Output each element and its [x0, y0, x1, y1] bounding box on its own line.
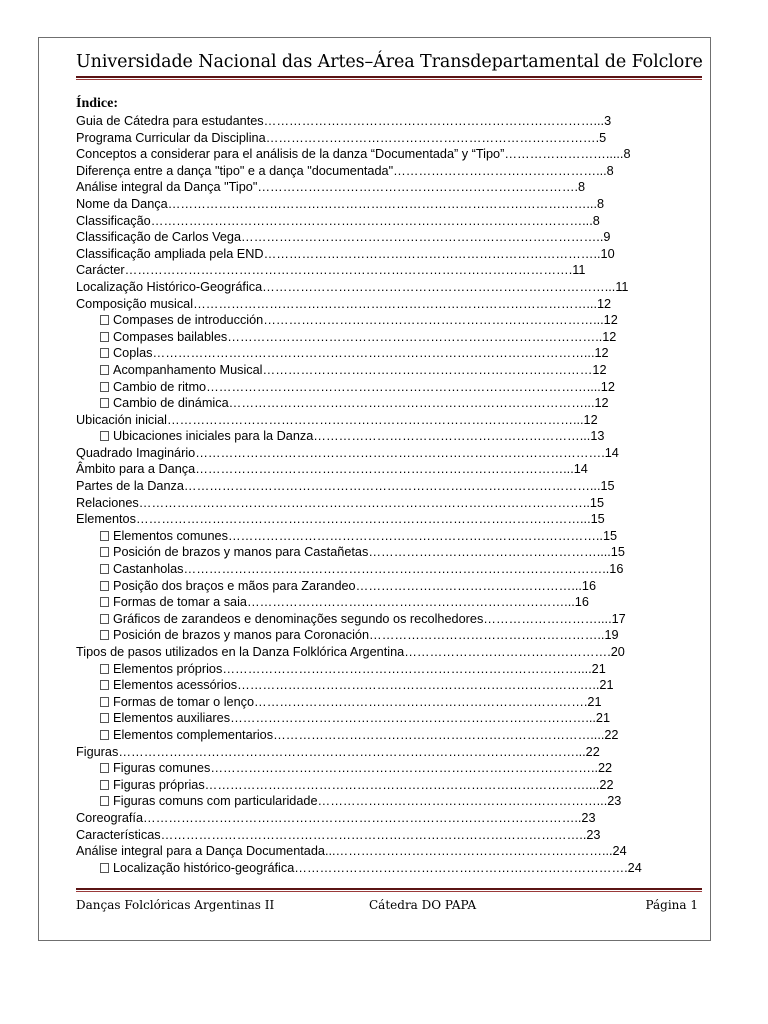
- toc-dot-leader: …………………………………………………………………………….: [227, 528, 600, 543]
- toc-subentry[interactable]: [76, 777, 706, 794]
- toc-entry-line: [76, 461, 588, 478]
- toc-page-number: .8: [593, 196, 605, 211]
- toc-entry[interactable]: [76, 113, 706, 130]
- toc-page-number: .22: [600, 727, 619, 742]
- toc-subentry[interactable]: [76, 594, 706, 611]
- toc-page-number: .16: [605, 562, 624, 577]
- toc-page-number: …12: [579, 362, 607, 377]
- toc-dot-leader: ………………………………………………………..: [313, 429, 587, 444]
- toc-entry-line: [76, 213, 600, 230]
- toc-entry-title: Localização histórico-geográfica: [113, 860, 295, 875]
- toc-dot-leader: …………………………………………………………………………………………..: [150, 213, 590, 228]
- bullet-box-icon: [100, 763, 109, 773]
- toc-dot-leader: ………………………...: [483, 611, 609, 626]
- toc-page-number: .23: [603, 794, 622, 809]
- toc-entry-title: Figuras próprias: [113, 777, 205, 792]
- toc-page-number: .24: [624, 860, 642, 875]
- toc-entry-title: Análise integral da Dança "Tipo": [76, 180, 258, 195]
- toc-entry-title: Quadrado Imaginário: [76, 445, 196, 460]
- toc-page-number: .8: [603, 163, 614, 178]
- toc-subentry[interactable]: [76, 793, 706, 810]
- toc-dot-leader: …………………………………………………………………………………..: [193, 296, 594, 311]
- bullet-box-icon: [100, 796, 109, 806]
- toc-entry-title: Ubicaciones iniciales para la Danza: [113, 429, 314, 444]
- toc-dot-leader: ………………………………………………………………………………...: [206, 379, 598, 394]
- toc-dot-leader: ……………………………………………………………………: [265, 130, 596, 145]
- bullet-box-icon: [100, 315, 109, 325]
- toc-page-number: .23: [582, 827, 601, 842]
- toc-entry-line: [76, 179, 585, 196]
- toc-subentry[interactable]: [76, 860, 706, 877]
- toc-entry-title: Figuras comunes: [113, 761, 211, 776]
- toc-entry-title: Programa Curricular da Disciplina: [76, 130, 266, 145]
- toc-entry-line: [76, 860, 642, 877]
- toc-page-number: .21: [588, 661, 606, 676]
- toc-entry-line: [76, 379, 615, 396]
- toc-dot-leader: ……………………………………………………………………..: [263, 246, 601, 261]
- toc-entry-line: [76, 246, 615, 263]
- toc-entry-title: Cambio de ritmo: [113, 379, 207, 394]
- toc-page-number: .24: [609, 844, 627, 859]
- toc-dot-leader: …………………………………………………………………: [262, 362, 580, 377]
- toc-entry-line: [76, 561, 623, 578]
- toc-page-number: .8: [589, 213, 600, 228]
- toc-dot-leader: ……………………………………………………………………: [294, 860, 625, 875]
- toc-dot-leader: …………………………………………………………………………………………..: [152, 346, 591, 361]
- toc-entry[interactable]: [76, 495, 706, 512]
- toc-entry-line: [76, 544, 625, 561]
- toc-entry-line: [76, 445, 619, 462]
- toc-page-number: .22: [595, 777, 614, 792]
- bullet-box-icon: [100, 713, 109, 723]
- toc-entry-title: Castanholas: [113, 562, 184, 577]
- bullet-box-icon: [100, 531, 109, 541]
- toc-entry[interactable]: [76, 163, 706, 180]
- bullet-box-icon: [100, 680, 109, 690]
- toc-entry-title: Posição dos braços e mãos para Zarandeo: [113, 578, 356, 593]
- toc-page-number: .14: [601, 445, 619, 460]
- toc-entry[interactable]: [76, 296, 706, 313]
- toc-subentry[interactable]: [76, 578, 706, 595]
- toc-page-number: .12: [590, 396, 609, 411]
- toc-entry-title: Características: [76, 827, 161, 842]
- toc-entry-title: Âmbito para a Dança: [76, 462, 196, 477]
- toc-entry-line: [76, 478, 615, 495]
- bullet-box-icon: [100, 564, 109, 574]
- toc-dot-leader: …………………………………………………………………………………………….: [138, 495, 587, 510]
- toc-entry[interactable]: [76, 461, 706, 478]
- toc-entry-line: [76, 644, 625, 661]
- toc-entry-line: [76, 528, 617, 545]
- toc-dot-leader: ……………………………………………………………………………….: [210, 761, 595, 776]
- toc-entry-title: Ubicación inicial: [76, 412, 167, 427]
- toc-dot-leader: ……………………………………………………………………….: [262, 279, 609, 294]
- toc-dot-leader: ……………………………………………..: [355, 578, 579, 593]
- footer-course-title: Danças Folclóricas Argentinas II: [76, 898, 275, 912]
- toc-dot-leader: ……………………...: [504, 147, 617, 162]
- bullet-box-icon: [100, 630, 109, 640]
- toc-entry[interactable]: [76, 445, 706, 462]
- toc-entry-line: [76, 843, 627, 860]
- toc-entry-title: Classificação ampliada pela END: [76, 246, 264, 261]
- toc-page-number: .19: [600, 628, 619, 643]
- table-of-contents: [76, 113, 706, 876]
- bullet-box-icon: [100, 547, 109, 557]
- toc-entry-title: Classificação: [76, 213, 151, 228]
- toc-page-number: .12: [593, 296, 612, 311]
- toc-page-number: .5: [595, 130, 607, 145]
- footer-chair-name: Cátedra DO PAPA: [369, 898, 477, 912]
- toc-entry-line: [76, 661, 606, 678]
- toc-dot-leader: ………………………………………………………………………………………….: [143, 810, 578, 825]
- toc-entry-title: Tipos de pasos utilizados en la Danza Folklórica Argentina: [76, 645, 405, 659]
- toc-page-number: .16: [578, 578, 597, 593]
- toc-page-number: .11: [568, 263, 586, 278]
- toc-entry-title: Guia de Cátedra para estudantes: [76, 114, 264, 128]
- toc-subentry[interactable]: [76, 395, 706, 412]
- toc-subentry[interactable]: [76, 727, 706, 744]
- toc-entry[interactable]: [76, 412, 706, 429]
- toc-dot-leader: …………………………………………………………………...: [273, 727, 601, 742]
- header-rule: [76, 76, 702, 80]
- toc-entry-title: Formas de tomar a saia: [113, 595, 247, 610]
- bullet-box-icon: [100, 780, 109, 790]
- toc-entry-title: Classificação de Carlos Vega: [76, 230, 242, 245]
- toc-entry[interactable]: [76, 827, 706, 844]
- toc-entry[interactable]: [76, 179, 706, 196]
- toc-dot-leader: ………………………………………………...: [368, 545, 608, 560]
- toc-entry-title: Cambio de dinámica: [113, 396, 229, 411]
- toc-entry-title: Gráficos de zarandeos e denominações segundo os recolhedores: [113, 611, 484, 626]
- toc-entry[interactable]: [76, 478, 706, 495]
- toc-entry-title: Compases bailables: [113, 329, 228, 344]
- toc-entry-line: [76, 428, 604, 445]
- toc-entry-line: [76, 262, 585, 279]
- toc-entry-title: Formas de tomar o lenço: [113, 694, 255, 709]
- toc-subentry[interactable]: [76, 627, 706, 644]
- toc-entry-title: Elementos próprios: [113, 661, 223, 676]
- toc-subentry[interactable]: [76, 362, 706, 379]
- toc-entry-title: Coplas: [113, 346, 153, 361]
- toc-entry-line: [76, 196, 604, 213]
- toc-subentry[interactable]: [76, 528, 706, 545]
- toc-subentry[interactable]: [76, 428, 706, 445]
- toc-entry-line: [76, 279, 629, 296]
- bullet-box-icon: [100, 581, 109, 591]
- toc-dot-leader: ……………………………………………………………………: [254, 694, 584, 709]
- toc-page-number: .15: [596, 479, 615, 494]
- toc-subentry[interactable]: [76, 611, 706, 628]
- toc-subentry[interactable]: [76, 312, 706, 329]
- toc-entry-line: [76, 312, 618, 329]
- toc-dot-leader: ……………………………………………………………………………………………: [124, 263, 569, 278]
- toc-page-number: .8: [574, 180, 586, 195]
- toc-entry-line: [76, 163, 614, 180]
- bullet-box-icon: [100, 382, 109, 392]
- toc-subentry[interactable]: [76, 379, 706, 396]
- toc-dot-leader: ………………………………………………………………………….: [237, 678, 596, 693]
- toc-page-number: .21: [595, 678, 614, 693]
- toc-dot-leader: ………………………………………………………………………………………..: [167, 196, 594, 211]
- toc-entry[interactable]: [76, 196, 706, 213]
- toc-dot-leader: …………………………………………………………..: [317, 794, 604, 809]
- toc-entry-line: [76, 744, 600, 761]
- toc-entry-line: [76, 810, 596, 827]
- toc-page-number: ..11: [608, 279, 629, 294]
- toc-dot-leader: ……………………………………………………………………………..: [195, 462, 571, 477]
- toc-entry-line: [76, 827, 600, 844]
- toc-dot-leader: ……………………………………………………………………………………………..: [135, 512, 588, 527]
- toc-heading: Índice:: [76, 96, 118, 111]
- page-header-title: Universidade Nacional das Artes–Área Transdepartamental de Folclore: [76, 52, 703, 72]
- toc-dot-leader: ……………………………………………………………………..: [263, 313, 601, 328]
- footer-page-number: Página 1: [645, 898, 698, 912]
- toc-page-number: .12: [590, 346, 609, 361]
- toc-entry-line: [76, 777, 614, 794]
- toc-dot-leader: …………………………………………………………………: [257, 180, 575, 195]
- toc-dot-leader: ………………………………………………………………………….: [241, 230, 600, 245]
- toc-page-number: .13: [586, 429, 605, 444]
- toc-entry-title: Elementos: [76, 512, 136, 527]
- toc-page-number: .12: [580, 412, 598, 427]
- toc-page-number: .12: [600, 313, 618, 328]
- toc-page-number: .12: [597, 379, 615, 394]
- toc-entry[interactable]: [76, 213, 706, 230]
- toc-page-number: .16: [571, 595, 589, 610]
- toc-page-number: .21: [592, 711, 611, 726]
- toc-dot-leader: …………………………………………………………………………..: [230, 711, 593, 726]
- toc-subentry[interactable]: [76, 694, 706, 711]
- toc-entry[interactable]: [76, 511, 706, 528]
- toc-dot-leader: ……………………………………………………………………………………….: [183, 562, 606, 577]
- toc-entry-line: [76, 345, 609, 362]
- toc-entry[interactable]: [76, 246, 706, 263]
- toc-page-number: .12: [598, 329, 617, 344]
- toc-entry-title: Localização Histórico-Geográfica: [76, 279, 263, 294]
- toc-page-number: .15: [607, 545, 625, 560]
- toc-dot-leader: ……………………………………………………………………………………: [195, 445, 602, 460]
- toc-entry-title: Compases de introducción: [113, 313, 264, 328]
- toc-entry[interactable]: [76, 744, 706, 761]
- toc-subentry[interactable]: [76, 677, 706, 694]
- toc-dot-leader: …………………………………………………………………..: [246, 595, 572, 610]
- toc-dot-leader: ………………………………………………………………………………………………..: [118, 744, 583, 759]
- toc-entry-line: [76, 727, 618, 744]
- toc-entry-line: [76, 511, 605, 528]
- toc-dot-leader: …………………………………………………………………………...: [222, 661, 589, 676]
- bullet-box-icon: [100, 614, 109, 624]
- toc-subentry[interactable]: [76, 710, 706, 727]
- toc-entry-title: Carácter: [76, 263, 125, 278]
- toc-dot-leader: ...………………………………………………………..: [324, 844, 610, 859]
- toc-dot-leader: …………………………………………: [404, 645, 608, 659]
- toc-page-number: .20: [607, 645, 625, 659]
- toc-entry[interactable]: [76, 644, 706, 661]
- toc-dot-leader: ……………………………………………………………………………………….: [160, 827, 583, 842]
- toc-entry-line: [76, 296, 611, 313]
- toc-entry[interactable]: [76, 810, 706, 827]
- toc-entry-title: Análise integral para a Dança Documentada: [76, 844, 325, 859]
- toc-entry-line: [76, 594, 589, 611]
- toc-page-number: .22: [582, 744, 600, 759]
- toc-entry-line: [76, 677, 614, 694]
- bullet-box-icon: [100, 332, 109, 342]
- bullet-box-icon: [100, 664, 109, 674]
- toc-entry-line: [76, 113, 611, 130]
- toc-entry-title: Diferença entre a dança "tipo" e a dança "documentada": [76, 163, 394, 178]
- toc-dot-leader: …………………………………………………………………………….: [227, 329, 599, 344]
- bullet-box-icon: [100, 597, 109, 607]
- toc-page-number: .23: [577, 810, 596, 825]
- toc-entry-line: [76, 710, 610, 727]
- toc-page-number: .17: [608, 611, 626, 626]
- bullet-box-icon: [100, 730, 109, 740]
- toc-entry-line: [76, 130, 606, 147]
- toc-entry-title: Elementos acessórios: [113, 678, 238, 693]
- toc-page-number: .15: [586, 495, 605, 510]
- toc-page-number: .9: [599, 230, 611, 245]
- toc-entry-line: [76, 578, 596, 595]
- toc-entry-title: Elementos complementarios: [113, 727, 274, 742]
- toc-dot-leader: ………………………………………………………………………………...: [204, 777, 596, 792]
- bullet-box-icon: [100, 431, 109, 441]
- toc-entry-title: Figuras: [76, 744, 119, 759]
- toc-entry[interactable]: [76, 229, 706, 246]
- toc-entry-title: Composição musical: [76, 296, 194, 311]
- toc-page-number: .22: [594, 761, 613, 776]
- bullet-box-icon: [100, 365, 109, 375]
- toc-entry-title: Partes de la Danza: [76, 479, 184, 494]
- toc-entry[interactable]: [76, 843, 706, 860]
- footer-rule: [76, 888, 702, 892]
- toc-entry-title: Conceptos a considerar para el análisis de la danza “Documentada” y “Tipo”: [76, 147, 505, 162]
- toc-entry-title: Posición de brazos y manos para Coronación: [113, 628, 370, 643]
- bullet-box-icon: [100, 398, 109, 408]
- toc-entry-line: [76, 395, 609, 412]
- bullet-box-icon: [100, 863, 109, 873]
- toc-subentry[interactable]: [76, 544, 706, 561]
- toc-subentry[interactable]: [76, 329, 706, 346]
- toc-entry-title: Relaciones: [76, 495, 139, 510]
- toc-entry-line: [76, 760, 612, 777]
- toc-page-number: ..3: [597, 114, 612, 128]
- toc-entry-title: Posición de brazos y manos para Castañetas: [113, 545, 369, 560]
- toc-page-number: .21: [583, 694, 602, 709]
- toc-entry-line: [76, 611, 626, 628]
- toc-page-number: .14: [570, 462, 588, 477]
- toc-entry-title: Acompanhamento Musical: [113, 362, 263, 377]
- toc-page-number: .15: [599, 528, 618, 543]
- toc-subentry[interactable]: [76, 661, 706, 678]
- toc-dot-leader: …………………………………………………………………………..: [228, 396, 591, 411]
- bullet-box-icon: [100, 697, 109, 707]
- toc-entry-title: Figuras comuns com particularidade: [113, 794, 318, 809]
- bullet-box-icon: [100, 348, 109, 358]
- toc-entry-line: [76, 627, 619, 644]
- toc-entry-line: [76, 146, 631, 163]
- toc-entry[interactable]: [76, 262, 706, 279]
- toc-entry[interactable]: [76, 279, 706, 296]
- toc-subentry[interactable]: [76, 561, 706, 578]
- toc-dot-leader: ……………………………………………….: [369, 628, 601, 643]
- toc-entry[interactable]: [76, 146, 706, 163]
- toc-page-number: ..8: [616, 147, 631, 162]
- toc-dot-leader: ……………………………………………………………………………………..: [166, 412, 581, 427]
- toc-dot-leader: …………………………………………..: [393, 163, 604, 178]
- toc-entry-title: Nome da Dança: [76, 196, 168, 211]
- toc-subentry[interactable]: [76, 345, 706, 362]
- toc-entry-line: [76, 229, 610, 246]
- toc-entry-title: Elementos auxiliares: [113, 711, 231, 726]
- toc-entry-line: [76, 793, 621, 810]
- toc-entry-line: [76, 495, 604, 512]
- toc-entry-line: [76, 694, 602, 711]
- toc-entry-line: [76, 362, 607, 379]
- toc-entry-title: Elementos comunes: [113, 528, 228, 543]
- toc-entry-title: Coreografía: [76, 810, 143, 825]
- toc-entry-line: [76, 412, 598, 429]
- toc-subentry[interactable]: [76, 760, 706, 777]
- toc-page-number: .15: [587, 512, 605, 527]
- toc-dot-leader: …………………………………………………………………….: [263, 114, 598, 128]
- toc-page-number: 10: [600, 246, 615, 261]
- document-page: [38, 37, 711, 941]
- toc-entry-line: [76, 329, 616, 346]
- toc-dot-leader: ……………………………………………………………………………………..: [183, 479, 597, 494]
- toc-entry[interactable]: [76, 130, 706, 147]
